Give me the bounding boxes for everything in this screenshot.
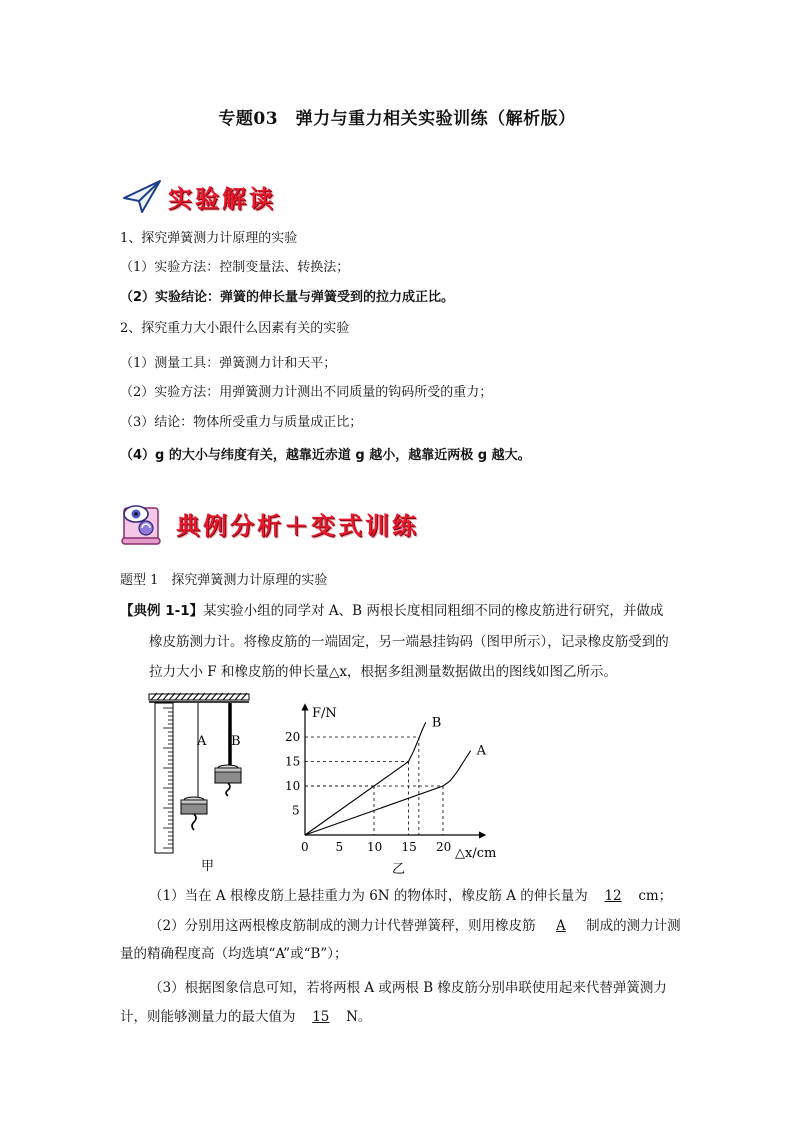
question-text: 计，则能够测量力的最大值为 — [120, 1009, 300, 1025]
y-tick-label: 5 — [292, 803, 300, 818]
paper-plane-icon — [122, 178, 162, 214]
example-text: 某实验小组的同学对 A、B 两根长度相同粗细不同的橡皮筋进行研究，并做成 — [203, 603, 664, 619]
section2-item: （1）测量工具：弹簧测力计和天平； — [120, 356, 337, 371]
x-axis-label: △x/cm — [455, 846, 497, 861]
series-line-b — [305, 722, 426, 835]
force-extension-chart — [270, 695, 510, 875]
answer-blank: 15 — [312, 1009, 330, 1025]
y-tick-label: 15 — [285, 754, 301, 769]
section2-heading: 2、探究重力大小跟什么因素有关的实验 — [120, 321, 350, 336]
example-line: 拉力大小 F 和橡皮筋的伸长量△x，根据多组测量数据做出的图线如图乙所示。 — [149, 664, 617, 680]
section2-item: （2）实验方法：用弹簧测力计测出不同质量的钩码所受的重力； — [120, 385, 493, 400]
series-label-b: B — [431, 715, 442, 731]
question-text: cm； — [634, 888, 673, 904]
example-line: 橡皮筋测力计。将橡皮筋的一端固定，另一端悬挂钩码（图甲所示），记录橡皮筋受到的 — [149, 634, 669, 650]
question-line — [149, 917, 681, 935]
question-text: 制成的测力计测 — [581, 918, 681, 934]
banner-examples — [118, 500, 419, 546]
series-label-a: A — [476, 743, 486, 759]
question-text: （2）分别用这两根橡皮筋制成的测力计代替弹簧秤，则用橡皮筋 — [149, 918, 540, 934]
example-tag: 【典例 1-1】 — [120, 603, 204, 619]
question-text: N。 — [341, 1009, 372, 1025]
answer-blank: A — [556, 918, 566, 934]
scroll-eye-icon — [118, 500, 168, 546]
question-text: （1）当在 A 根橡皮筋上悬挂重力为 6N 的物体时，橡皮筋 A 的伸长量为 — [149, 888, 593, 904]
section1-item: （1）实验方法：控制变量法、转换法； — [120, 260, 350, 275]
section1-item: （2）实验结论：弹簧的伸长量与弹簧受到的拉力成正比。 — [120, 290, 455, 305]
series-line-a — [305, 751, 471, 835]
band-a-label: A — [197, 734, 207, 749]
band-b-label: B — [231, 734, 241, 749]
x-tick-label: 20 — [436, 840, 452, 854]
chart-caption: 乙 — [392, 862, 406, 875]
question-line — [120, 1008, 371, 1026]
y-tick-label: 20 — [285, 730, 301, 744]
x-tick-label: 0 — [301, 840, 309, 854]
x-tick-label: 15 — [401, 840, 417, 854]
section1-heading: 1、探究弹簧测力计原理的实验 — [120, 231, 298, 246]
y-tick-label: 10 — [285, 779, 301, 793]
x-tick-label: 5 — [335, 840, 344, 854]
section2-item: （4）g 的大小与纬度有关，越靠近赤道 g 越小，越靠近两极 g 越大。 — [120, 448, 531, 463]
question-line: 量的精确程度高（均选填“A”或“B”）； — [120, 946, 348, 962]
y-axis-label: F/N — [312, 706, 337, 721]
question-line — [149, 887, 672, 905]
apparatus-figure — [145, 690, 255, 875]
banner-title: 典例分析＋变式训练 — [176, 511, 419, 540]
page-title: 专题03 弹力与重力相关实验训练（解析版） — [218, 109, 576, 129]
figure-caption: 甲 — [201, 859, 215, 874]
question-line: （3）根据图象信息可知，若将两根 A 或两根 B 橡皮筋分别串联使用起来代替弹簧测力 — [149, 980, 667, 996]
x-tick-label: 10 — [367, 840, 383, 854]
answer-blank: 12 — [604, 888, 622, 904]
question-type-heading: 题型 1 探究弹簧测力计原理的实验 — [120, 573, 328, 588]
banner-title: 实验解读 — [168, 184, 276, 213]
example-line — [120, 602, 663, 620]
section2-item: （3）结论：物体所受重力与质量成正比； — [120, 415, 363, 430]
banner-experiment — [122, 178, 276, 214]
